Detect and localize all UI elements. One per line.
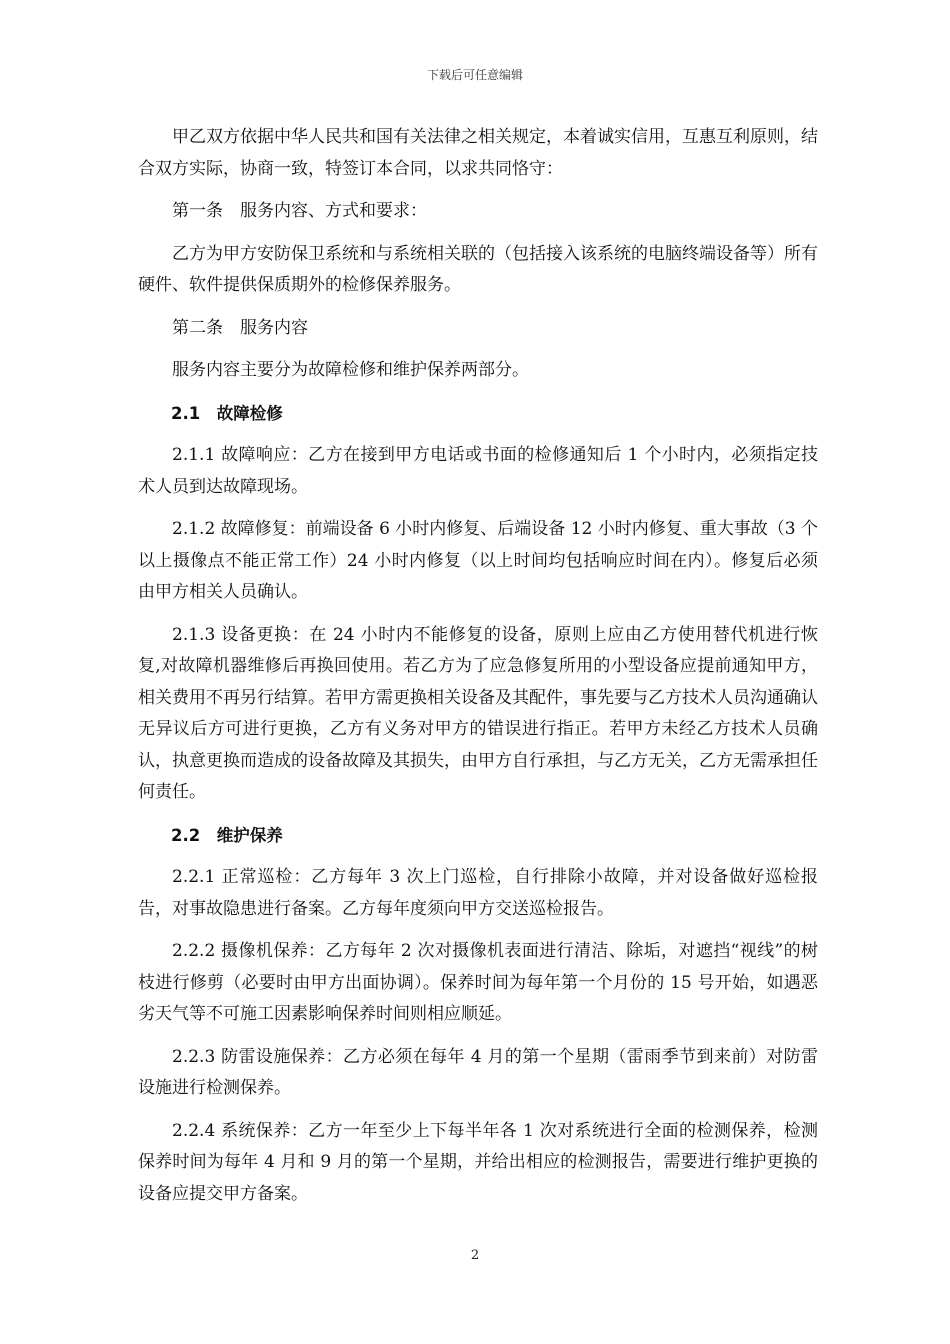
- clause-2-1-2: 2.1.2 故障修复：前端设备 6 小时内修复、后端设备 12 小时内修复、重大事故（3 个以上摄像点不能正常工作）24 小时内修复（以上时间均包括响应时间在内）。修复后必须由甲方相关人员确认。: [138, 519, 818, 602]
- article-two-heading: 第二条 服务内容: [172, 317, 308, 338]
- clause-2-2-4: 2.2.4 系统保养：乙方一年至少上下每半年各 1 次对系统进行全面的检测保养，检测保养时间为每年 4 月和 9 月的第一个星期，并给出相应的检测报告，需要进行维护更换的设备应提交甲方备案。: [138, 1120, 818, 1204]
- section-2-1-heading: 2.1 故障检修: [171, 403, 283, 423]
- article-two-body: 服务内容主要分为故障检修和维护保养两部分。: [172, 360, 529, 380]
- clause-2-1-1: 2.1.1 故障响应：乙方在接到甲方电话或书面的检修通知后 1 个小时内，必须指定技术人员到达故障现场。: [138, 445, 818, 497]
- page-header: 下载后可任意编辑: [426, 68, 523, 82]
- clause-2-2-3: 2.2.3 防雷设施保养：乙方必须在每年 4 月的第一个星期（雷雨季节到来前）对防雷设施进行检测保养。: [138, 1046, 818, 1098]
- clause-2-2-2: 2.2.2 摄像机保养：乙方每年 2 次对摄像机表面进行清洁、除垢，对遮挡“视线”的树枝进行修剪（必要时由甲方出面协调）。保养时间为每年第一个月份的 15 号开始，如遇恶劣天气等不可施工因素影响保养时间则相应顺延。: [138, 941, 818, 1024]
- clause-2-2-1: 2.2.1 正常巡检：乙方每年 3 次上门巡检，自行排除小故障，并对设备做好巡检报告，对事故隐患进行备案。乙方每年度须向甲方交送巡检报告。: [138, 867, 818, 919]
- clause-2-1-3: 2.1.3 设备更换：在 24 小时内不能修复的设备，原则上应由乙方使用替代机进行恢复,对故障机器维修后再换回使用。若乙方为了应急修复所用的小型设备应提前通知甲方，相关费用不再另行结算。若甲方需更换相关设备及其配件，事先要与乙方技术人员沟通确认无异议后方可进行更换，乙方有义务对甲方的错误进行指正。若甲方未经乙方技术人员确认，执意更换而造成的设备故障及其损失，由甲方自行承担，与乙方无关，乙方无需承担任何责任。: [138, 624, 818, 802]
- article-one-body: 乙方为甲方安防保卫系统和与系统相关联的（包括接入该系统的电脑终端设备等）所有硬件、软件提供保质期外的检修保养服务。: [138, 243, 818, 295]
- document-body: [138, 122, 818, 1221]
- article-one-heading: 第一条 服务内容、方式和要求：: [172, 201, 427, 221]
- intro-paragraph: 甲乙双方依据中华人民共和国有关法律之相关规定，本着诚实信用，互惠互利原则，结合双方实际，协商一致，特签订本合同，以求共同恪守：: [138, 127, 818, 179]
- page-number: 2: [470, 1248, 480, 1263]
- section-2-2-heading: 2.2 维护保养: [171, 825, 283, 845]
